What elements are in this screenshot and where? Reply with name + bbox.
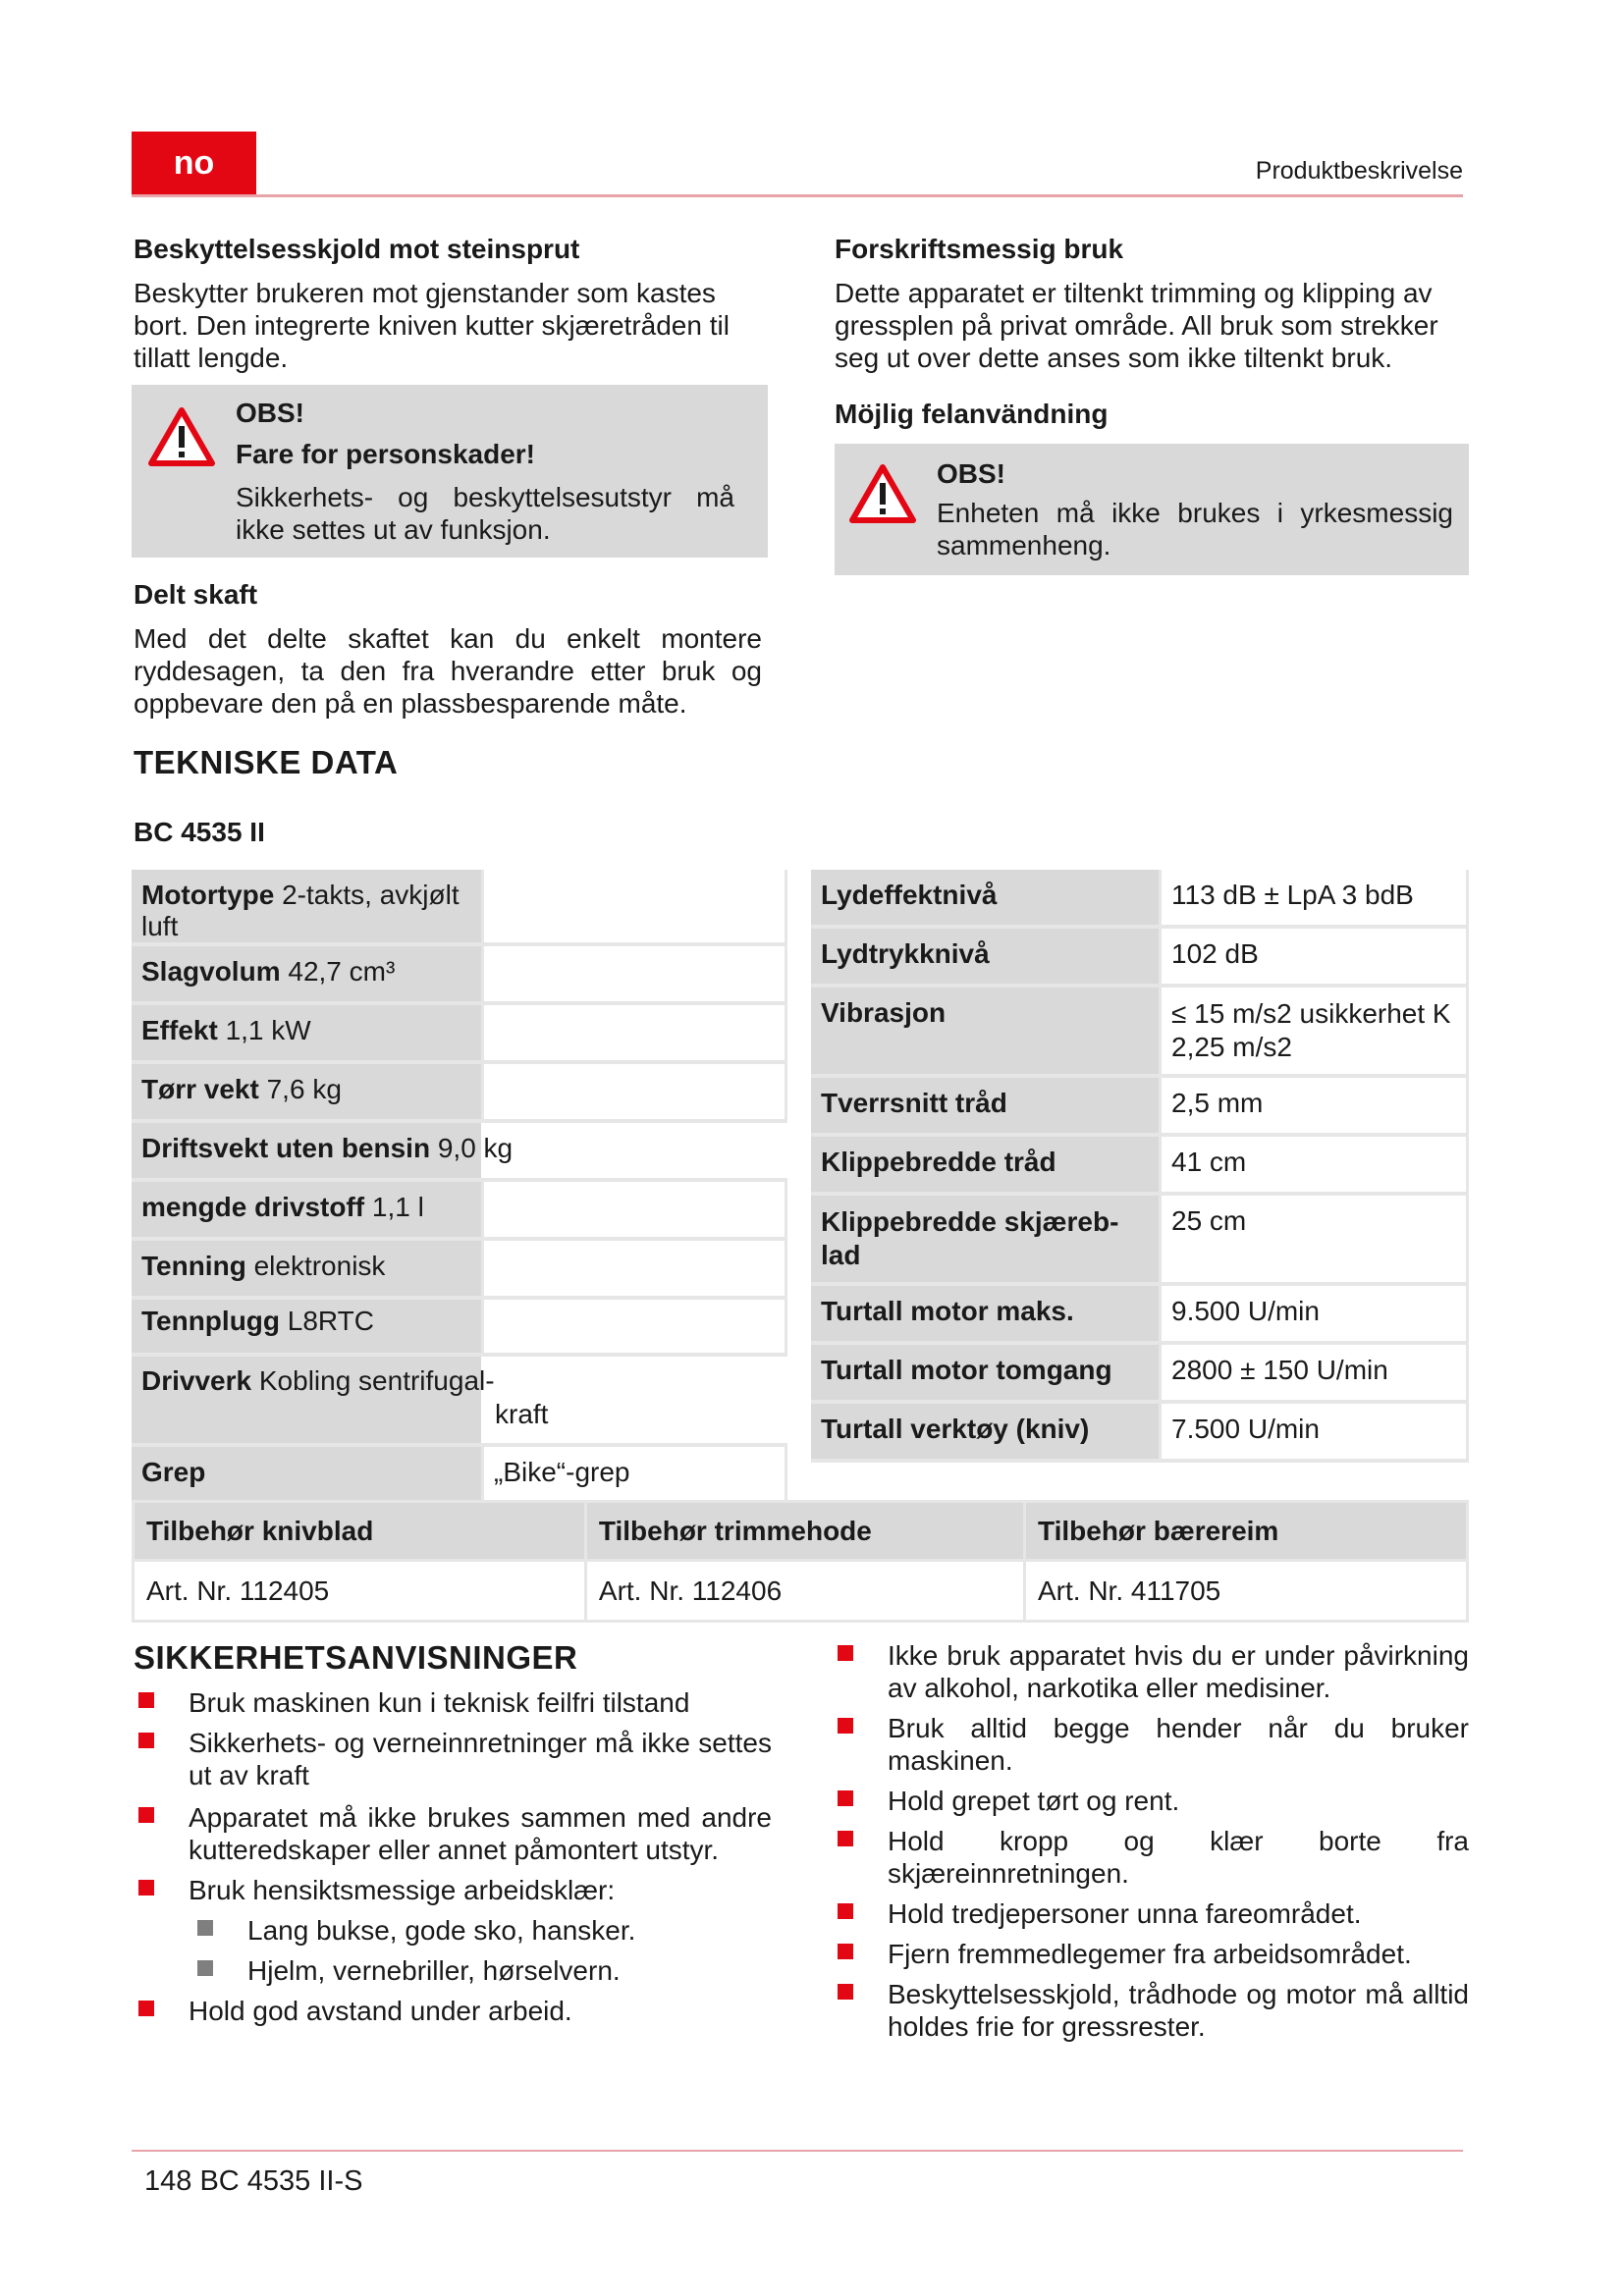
- list-item: Fjern fremmedlegemer fra arbeidsområdet.: [833, 1938, 1469, 1970]
- table-row: [811, 1345, 1469, 1404]
- accessory-header: Tilbehør bærereim: [1025, 1502, 1468, 1561]
- bullet-square-icon: [138, 1692, 154, 1708]
- bullet-square-icon: [838, 1944, 853, 1959]
- bullet-square-icon: [138, 1807, 154, 1823]
- table-row: [132, 1005, 787, 1064]
- bullet-square-icon: [838, 1903, 853, 1919]
- list-item: Apparatet må ikke brukes sammen med andre kutteredskaper eller annet påmontert utstyr.: [134, 1801, 772, 1866]
- warning-text: Sikkerhets- og beskyttelsesutstyr må ikke settes ut av funksjon.: [236, 482, 734, 545]
- bullet-square-icon: [138, 1733, 154, 1748]
- table-row: [811, 988, 1469, 1078]
- list-item: Hold grepet tørt og rent.: [833, 1785, 1469, 1817]
- warning-box-commercial: [835, 444, 1469, 575]
- split-shaft-title: Delt skaft: [134, 579, 258, 610]
- spec-key: mengde drivstoff: [141, 1192, 365, 1222]
- spec-key: Motortype: [141, 880, 275, 910]
- footer-rule: [132, 2150, 1463, 2152]
- spec-key: Tenning: [141, 1251, 246, 1281]
- spec-value: 25 cm: [1159, 1196, 1469, 1286]
- spec-value: 1,1 kW: [225, 1015, 311, 1045]
- list-item: Hold tredjepersoner unna fareområdet.: [833, 1897, 1469, 1930]
- spec-table-left: [132, 870, 787, 1506]
- spec-value: 7,6 kg: [266, 1074, 342, 1104]
- bullet-square-icon: [838, 1984, 853, 2000]
- list-item: Bruk alltid begge hender når du bruker maskinen.: [833, 1712, 1469, 1777]
- spec-value: 7.500 U/min: [1159, 1404, 1469, 1463]
- language-tab: no: [132, 132, 256, 194]
- accessory-header: Tilbehør trimmehode: [585, 1502, 1024, 1561]
- warning-subtitle: Fare for personskader!: [236, 439, 535, 469]
- bullet-square-icon: [838, 1645, 853, 1661]
- spec-value: 42,7 cm³: [288, 956, 396, 987]
- table-row: [132, 1182, 787, 1241]
- table-row: [132, 1357, 787, 1447]
- spec-value: Kobling sentrifugal-: [258, 1365, 495, 1396]
- spec-key: Turtall motor maks.: [811, 1286, 1159, 1345]
- spec-value: 2800 ± 150 U/min: [1159, 1345, 1469, 1404]
- accessory-art-nr: Art. Nr. 411705: [1025, 1561, 1468, 1622]
- table-row: [811, 1137, 1469, 1196]
- spec-value: 41 cm: [1159, 1137, 1469, 1196]
- accessories-table: [132, 1500, 1469, 1623]
- accessory-art-nr: Art. Nr. 112405: [134, 1561, 586, 1622]
- table-row: [134, 1561, 1468, 1622]
- safety-list-right: [833, 1639, 1469, 2051]
- spec-value: „Bike“-grep: [481, 1447, 787, 1506]
- spec-key: Tverrsnitt tråd: [811, 1078, 1159, 1137]
- spec-table-right: [811, 870, 1469, 1463]
- table-row: [811, 870, 1469, 929]
- warning-triangle-icon: [848, 463, 917, 524]
- warning-triangle-icon: [147, 406, 216, 467]
- spec-key: Driftsvekt uten bensin: [141, 1133, 431, 1163]
- table-row: [132, 946, 787, 1005]
- table-row: [132, 1241, 787, 1300]
- table-row: [811, 929, 1469, 988]
- table-row: [132, 1447, 787, 1506]
- tech-data-heading: TEKNISKE DATA: [134, 744, 399, 780]
- accessory-header: Tilbehør knivblad: [134, 1502, 586, 1561]
- spec-value: 2,5 mm: [1159, 1078, 1469, 1137]
- table-row: [811, 1286, 1469, 1345]
- table-row: [132, 1300, 787, 1357]
- spec-key: Tennplugg: [141, 1306, 280, 1336]
- spec-value: 9,0 kg: [437, 1133, 514, 1163]
- spec-key: Drivverk: [141, 1365, 252, 1396]
- spec-key: Slagvolum: [141, 956, 281, 987]
- accessory-art-nr: Art. Nr. 112406: [585, 1561, 1024, 1622]
- bullet-square-icon: [197, 1960, 213, 1976]
- section-label: Produktbeskrivelse: [1255, 157, 1463, 185]
- list-item: Ikke bruk apparatet hvis du er under påvirkning av alkohol, narkotika eller medisiner.: [833, 1639, 1469, 1704]
- bullet-square-icon: [838, 1718, 853, 1734]
- split-shaft-text: Med det delte skaftet kan du enkelt montere ryddesagen, ta den fra hverandre etter bruk og oppbevare den på en plassbesparende måte.: [134, 623, 762, 719]
- page-footer: 148 BC 4535 II-S: [144, 2165, 363, 2197]
- intended-use-title: Forskriftsmessig bruk: [835, 234, 1124, 264]
- sub-list-item: Lang bukse, gode sko, hansker.: [134, 1914, 772, 1947]
- bullet-square-icon: [197, 1920, 213, 1936]
- spec-key: Klippebredde skjæreb-lad: [811, 1196, 1159, 1286]
- shield-text: Beskytter brukeren mot gjenstander som kastes bort. Den integrerte kniven kutter skjæretråden til tillatt lengde.: [134, 278, 730, 373]
- safety-list-left: [134, 1686, 772, 2035]
- spec-key: Klippebredde tråd: [811, 1137, 1159, 1196]
- spec-value-cont: kraft: [495, 1399, 549, 1429]
- sub-list-item: Hjelm, vernebriller, hørselvern.: [134, 1954, 772, 1987]
- spec-key: Turtall motor tomgang: [811, 1345, 1159, 1404]
- bullet-square-icon: [138, 1880, 154, 1896]
- bullet-square-icon: [838, 1831, 853, 1846]
- bullet-square-icon: [138, 2001, 154, 2016]
- spec-key: Effekt: [141, 1015, 218, 1045]
- model-name: BC 4535 II: [134, 817, 265, 847]
- bullet-square-icon: [838, 1790, 853, 1806]
- spec-value: 2-takts, avkjølt luft: [141, 880, 460, 941]
- table-row: [811, 1404, 1469, 1463]
- spec-value: 102 dB: [1159, 929, 1469, 988]
- warning-text: Enheten må ikke brukes i yrkesmessig sammenheng.: [937, 498, 1453, 561]
- list-item: Hold kropp og klær borte fra skjæreinnretningen.: [833, 1825, 1469, 1890]
- list-item: Sikkerhets- og verneinnretninger må ikke settes ut av kraft: [134, 1727, 772, 1791]
- safety-heading: SIKKERHETSANVISNINGER: [134, 1639, 578, 1676]
- intended-use-text: Dette apparatet er tiltenkt trimming og klipping av gressplen på privat område. All bruk som strekker seg ut over dette anses som ikke tiltenkt bruk.: [835, 278, 1438, 373]
- table-row: [132, 1123, 787, 1182]
- spec-value: 113 dB ± LpA 3 bdB: [1159, 870, 1469, 929]
- spec-key: Turtall verktøy (kniv): [811, 1404, 1159, 1463]
- shield-title: Beskyttelsesskjold mot steinsprut: [134, 234, 580, 264]
- table-row: [132, 1064, 787, 1123]
- warning-title: OBS!: [937, 458, 1005, 489]
- list-item: Bruk maskinen kun i teknisk feilfri tilstand: [134, 1686, 772, 1719]
- warning-box-injury: [132, 385, 768, 558]
- spec-key: Grep: [132, 1447, 481, 1506]
- spec-value: L8RTC: [287, 1306, 374, 1336]
- table-row: [811, 1078, 1469, 1137]
- list-item: Hold god avstand under arbeid.: [134, 1995, 772, 2027]
- spec-key: Lydtrykknivå: [811, 929, 1159, 988]
- list-item: Bruk hensiktsmessige arbeidsklær:: [134, 1874, 772, 1906]
- spec-value: elektronisk: [253, 1251, 386, 1281]
- spec-key: Lydeffektnivå: [811, 870, 1159, 929]
- spec-key: Vibrasjon: [811, 988, 1159, 1078]
- warning-title: OBS!: [236, 398, 304, 428]
- spec-value: ≤ 15 m/s2 usikkerhet K 2,25 m/s2: [1159, 988, 1469, 1078]
- list-item: Beskyttelsesskjold, trådhode og motor må alltid holdes frie for gressrester.: [833, 1978, 1469, 2043]
- spec-key: Tørr vekt: [141, 1074, 259, 1104]
- spec-value: 1,1 l: [371, 1192, 424, 1222]
- spec-value: 9.500 U/min: [1159, 1286, 1469, 1345]
- header-rule: [132, 194, 1463, 197]
- misuse-title: Möjlig felanvändning: [835, 399, 1109, 429]
- table-row: [132, 870, 787, 946]
- table-header-row: [134, 1502, 1468, 1561]
- table-row: [811, 1196, 1469, 1286]
